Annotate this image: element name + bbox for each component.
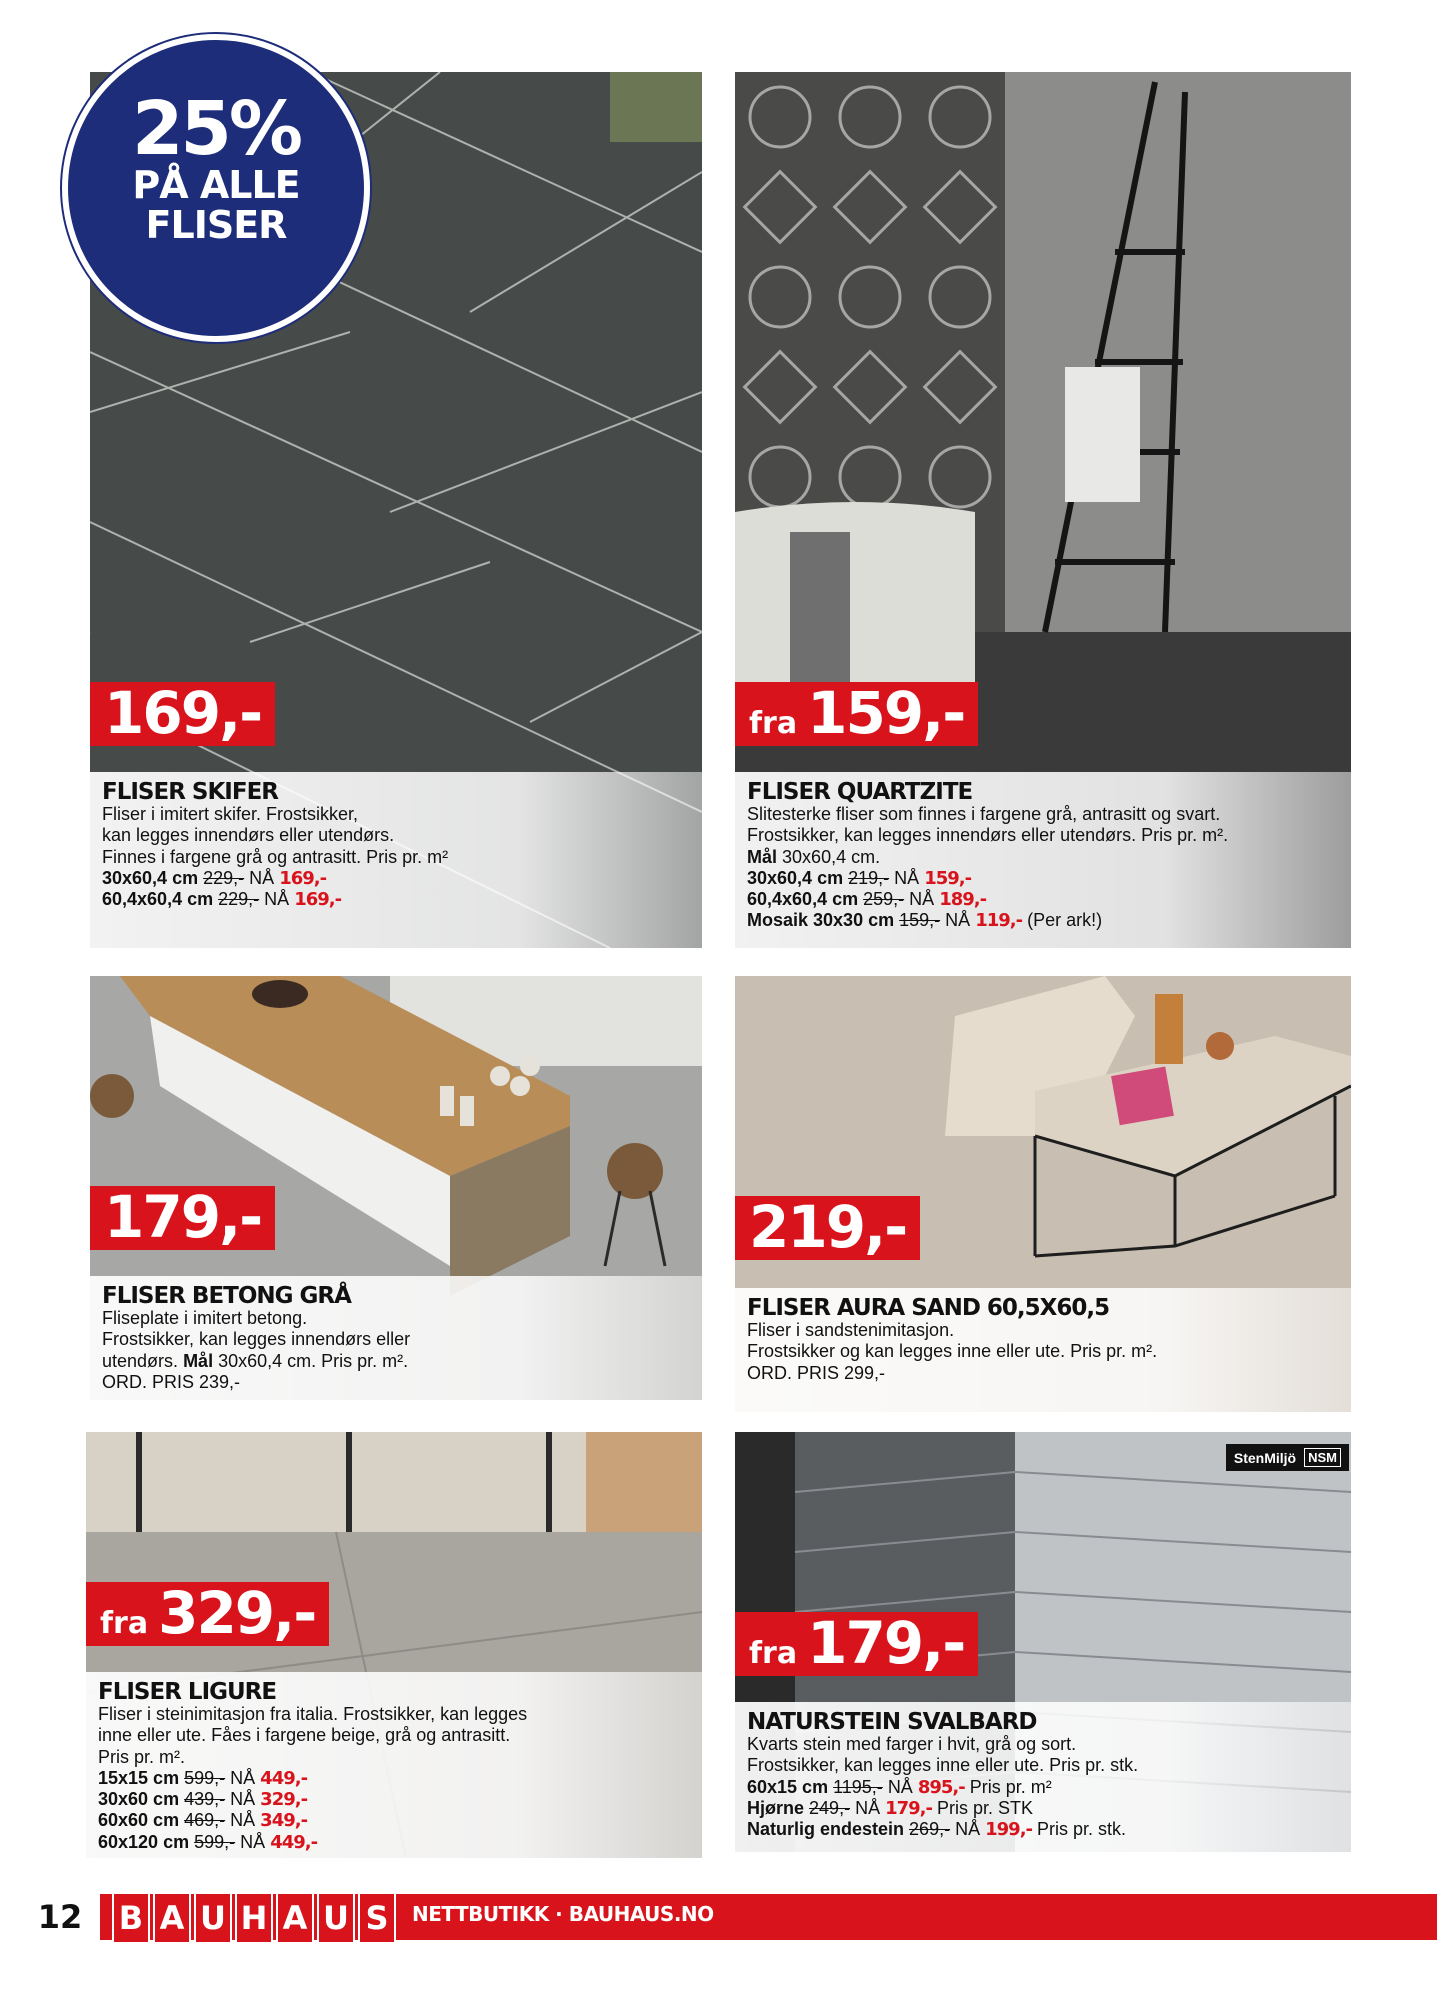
price-row: 15x15 cm 599,- NÅ 449,-: [98, 1767, 308, 1789]
product-title: FLISER SKIFER: [102, 779, 278, 805]
product-desc-line: Pris pr. m².: [98, 1746, 186, 1767]
logo-letter: A: [153, 1892, 191, 1944]
logo-letter: U: [194, 1892, 232, 1944]
discount-percent: 25%: [131, 86, 301, 172]
product-panel-quartzite: [735, 72, 1351, 948]
price-row: 30x60 cm 439,- NÅ 329,-: [98, 1789, 308, 1811]
product-panel-ligure: [86, 1432, 702, 1858]
price-row: 60x60 cm 469,- NÅ 349,-: [98, 1810, 308, 1832]
logo-letter: B: [112, 1892, 150, 1944]
product-panel-aura: [735, 976, 1351, 1412]
price-tag: 179,-: [90, 1186, 275, 1250]
product-info: [735, 772, 1351, 948]
brand-logo: [1226, 1444, 1349, 1471]
product-info: [735, 1702, 1351, 1852]
product-info: [90, 772, 702, 948]
price-tag: 169,-: [90, 682, 275, 746]
product-dimension: utendørs. Mål 30x60,4 cm. Pris pr. m².: [102, 1350, 409, 1371]
price-row: 60,4x60,4 cm 259,- NÅ 189,-: [747, 889, 987, 911]
page-number: 12: [20, 1888, 100, 1946]
price-row: 60x120 cm 599,- NÅ 449,-: [98, 1831, 318, 1853]
logo-letter: H: [235, 1892, 273, 1944]
product-title: NATURSTEIN SVALBARD: [747, 1709, 1037, 1735]
brand-mark: NSM: [1304, 1448, 1341, 1467]
product-info: [86, 1672, 702, 1858]
product-desc-line: Frostsikker og kan legges inne eller ute. Pris pr. m².: [747, 1341, 1158, 1362]
product-panel-svalbard: [735, 1432, 1351, 1852]
product-panel-betong: [90, 976, 702, 1400]
product-info: [735, 1288, 1351, 1412]
product-desc-line: Frostsikker, kan legges innendørs eller: [102, 1329, 411, 1350]
product-desc-line: Fliser i imitert skifer. Frostsikker,: [102, 804, 359, 825]
product-title: FLISER AURA SAND 60,5X60,5: [747, 1295, 1110, 1321]
logo-letter: S: [358, 1892, 396, 1944]
price-row: 60x15 cm 1195,- NÅ 895,- Pris pr. m²: [747, 1776, 1052, 1798]
ordinary-price: ORD. PRIS 239,-: [102, 1371, 241, 1392]
price-row: 60,4x60,4 cm 229,- NÅ 169,-: [102, 889, 342, 911]
product-desc-line: Fliser i sandstenimitasjon.: [747, 1320, 955, 1341]
product-desc-line: Fliseplate i imitert betong.: [102, 1308, 308, 1329]
product-desc-line: Frostsikker, kan legges inne eller ute. Pris pr. stk.: [747, 1755, 1139, 1776]
price-row: Mosaik 30x30 cm 159,- NÅ 119,- (Per ark!): [747, 910, 1103, 932]
price-tag: fra 179,-: [735, 1612, 978, 1676]
logo-letter: U: [317, 1892, 355, 1944]
product-desc-line: Fliser i steinimitasjon fra italia. Frostsikker, kan legges: [98, 1704, 528, 1725]
price-row: Hjørne 249,- NÅ 179,- Pris pr. STK: [747, 1797, 1034, 1819]
product-desc-line: kan legges innendørs eller utendørs.: [102, 825, 395, 846]
product-title: FLISER QUARTZITE: [747, 779, 973, 805]
price-tag: fra 329,-: [86, 1582, 329, 1646]
product-title: FLISER LIGURE: [98, 1679, 277, 1705]
ordinary-price: ORD. PRIS 299,-: [747, 1362, 886, 1383]
discount-badge: [62, 34, 370, 342]
product-desc-line: Kvarts stein med farger i hvit, grå og sort.: [747, 1734, 1077, 1755]
price-row: 30x60,4 cm 229,- NÅ 169,-: [102, 867, 327, 889]
logo-letter: A: [276, 1892, 314, 1944]
product-desc-line: inne eller ute. Fåes i fargene beige, grå og antrasitt.: [98, 1725, 511, 1746]
price-tag: fra 159,-: [735, 682, 978, 746]
bauhaus-logo[interactable]: [112, 1892, 396, 1944]
brand-name: StenMiljö: [1233, 1449, 1297, 1466]
product-title: FLISER BETONG GRÅ: [102, 1283, 351, 1309]
webshop-link[interactable]: NETTBUTIKK · BAUHAUS.NO: [412, 1902, 714, 1926]
product-dimension: Mål 30x60,4 cm.: [747, 846, 881, 867]
product-info: [90, 1276, 702, 1400]
product-desc-line: Slitesterke fliser som finnes i fargene grå, antrasitt og svart.: [747, 804, 1221, 825]
product-desc-line: Finnes i fargene grå og antrasitt. Pris pr. m²: [102, 846, 449, 867]
discount-line: PÅ ALLE: [132, 163, 300, 207]
discount-line: FLISER: [145, 202, 287, 247]
price-row: Naturlig endestein 269,- NÅ 199,- Pris pr. stk.: [747, 1819, 1127, 1841]
price-row: 30x60,4 cm 219,- NÅ 159,-: [747, 867, 972, 889]
price-tag: 219,-: [735, 1196, 920, 1260]
product-desc-line: Frostsikker, kan legges innendørs eller utendørs. Pris pr. m².: [747, 825, 1229, 846]
